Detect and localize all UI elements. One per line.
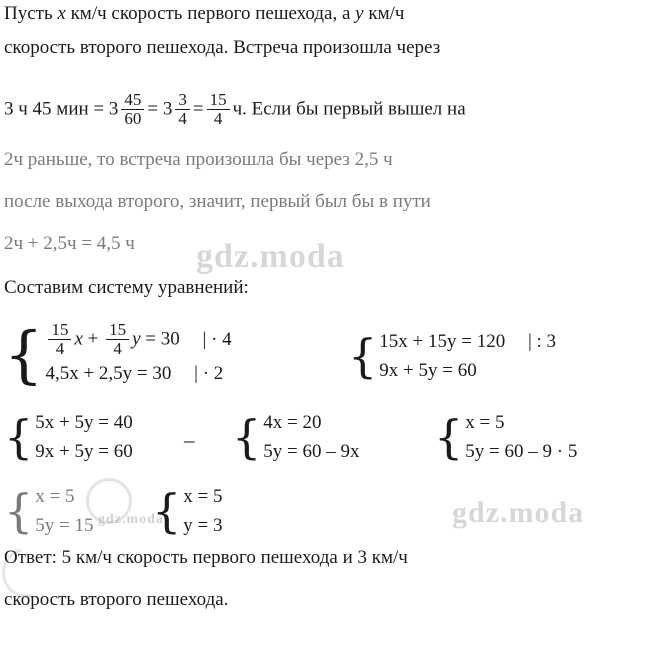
system-row (379, 327, 556, 356)
text-line-1 (4, 4, 404, 23)
brace-icon: { (152, 483, 182, 538)
fraction-denominator: 60 (121, 109, 144, 128)
fraction-numerator: 15 (209, 90, 227, 109)
fraction-numerator: 3 (178, 90, 187, 109)
text-line-3: 2ч раньше, то встреча произошла бы через 2,5 ч (4, 149, 393, 170)
system-row (45, 359, 231, 388)
system-7 (152, 482, 223, 541)
system-row: x = 5 (35, 486, 75, 507)
fraction-numerator: 15 (109, 320, 127, 339)
watermark-top: gdz.moda (196, 238, 345, 275)
fraction-15-4 (207, 91, 230, 128)
variable-x: x (74, 328, 83, 350)
system-row: 5x + 5y = 40 (35, 412, 133, 433)
system-rows (183, 482, 222, 541)
divider-note: | : 3 (527, 331, 557, 352)
system-rows (263, 408, 359, 467)
fraction-denominator: 4 (48, 339, 71, 358)
time-suffix: ч. Если бы первый вышел на (232, 98, 466, 120)
brace-icon: { (4, 409, 34, 464)
system-row: 5y = 60 – 9 · 5 (465, 441, 578, 463)
multiplier-note: | · 4 (202, 328, 232, 350)
variable-y: y (355, 3, 364, 24)
system-row: 5y = 15 (35, 515, 94, 537)
equation-right: = 30 (145, 328, 180, 350)
text-segment: км/ч скорость первого пешехода, а (65, 3, 356, 24)
fraction-denominator: 4 (106, 339, 129, 358)
system-rows (45, 322, 231, 388)
system-6 (4, 482, 94, 541)
system-heading: Составим систему уравнений: (4, 277, 249, 298)
text-line-2: скорость второго пешехода. Встреча произошла через (4, 37, 441, 58)
text-segment: Пусть (4, 3, 58, 24)
equation-text: 9x + 5y = 60 (379, 360, 477, 382)
system-5 (434, 408, 577, 467)
text-line-4: после выхода второго, значит, первый был бы в пути (4, 191, 431, 212)
system-row: x = 5 (465, 412, 505, 433)
system-row: x = 5 (183, 486, 223, 507)
brace-icon: { (232, 409, 262, 464)
system-row (45, 322, 231, 359)
variable-x: x (57, 3, 66, 24)
fraction-denominator: 4 (207, 109, 230, 128)
brace-icon: { (4, 483, 34, 538)
brace-icon: { (348, 328, 378, 383)
system-3 (4, 408, 133, 467)
plus-sign: + (87, 328, 99, 350)
variable-y: y (132, 328, 141, 350)
system-4 (232, 408, 360, 467)
equation-text: 15x + 15y = 120 (379, 331, 506, 352)
fraction-45-60 (121, 91, 144, 128)
fraction-numerator: 15 (51, 320, 69, 339)
watermark-bottom-right: gdz.moda (452, 496, 585, 529)
system-rows (465, 408, 577, 467)
watermark-middle: gdz.moda (98, 512, 164, 527)
subtraction-sign: – (184, 428, 195, 452)
time-equation-line (4, 92, 466, 129)
fraction-numerator: 45 (124, 90, 142, 109)
multiplier-note: | · 2 (194, 362, 224, 384)
time-prefix: 3 ч 45 мин = 3 (4, 98, 119, 120)
text-line-5: 2ч + 2,5ч = 4,5 ч (4, 233, 135, 254)
system-row: 5y = 60 – 9x (263, 441, 360, 463)
system-row: 4x = 20 (263, 412, 322, 433)
system-2 (348, 327, 556, 386)
system-1 (4, 318, 232, 392)
fraction-denominator: 4 (175, 109, 190, 128)
system-row: 9x + 5y = 60 (35, 441, 133, 463)
text-segment: км/ч (363, 3, 405, 24)
answer-line-1: Ответ: 5 км/ч скорость первого пешехода и 3 км/ч (4, 547, 408, 568)
system-rows (35, 408, 132, 467)
fraction-15-4-b (106, 321, 129, 358)
system-row: y = 3 (183, 515, 223, 537)
brace-icon: { (434, 409, 464, 464)
fraction-15-4 (48, 321, 71, 358)
equals-2: = (192, 98, 204, 120)
fraction-3-4 (175, 91, 190, 128)
system-row (379, 356, 556, 385)
system-rows (379, 327, 556, 386)
equals-1: = 3 (147, 98, 173, 120)
answer-line-2: скорость второго пешехода. (4, 589, 229, 610)
system-rows (35, 482, 93, 541)
equation-text: 4,5x + 2,5y = 30 (45, 362, 172, 384)
brace-icon: { (4, 318, 44, 392)
